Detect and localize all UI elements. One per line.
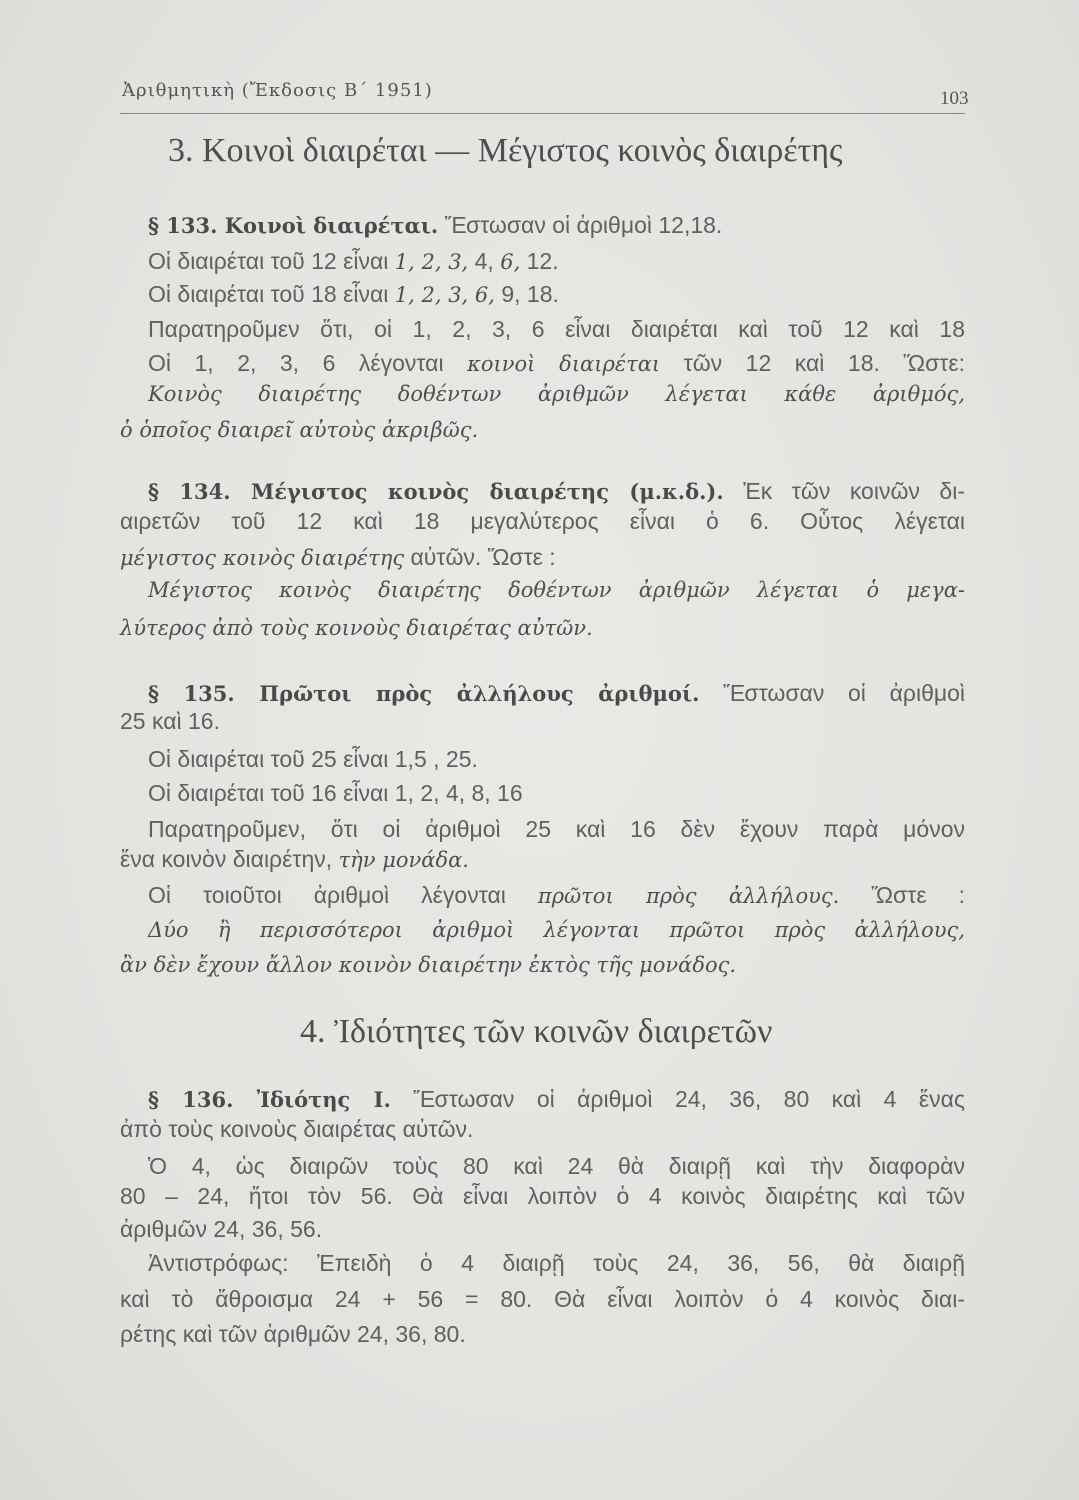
text-line [120,544,556,571]
emphasized-text: λύτερος ἀπὸ τοὺς κοινοὺς διαιρέτας αὐτῶν. [120,616,593,640]
text-run: καὶ τὸ ἄθροισμα 24 + 56 = 80. Θὰ εἶναι λοιπὸν ὁ 4 κοινὸς διαι- [120,1286,965,1312]
text-line [148,248,559,275]
text-run: αιρετῶν τοῦ 12 καὶ 18 μεγαλύτερος εἶναι ὁ 6. Οὗτος λέγεται [120,508,965,534]
text-run: Οἱ διαιρέται τοῦ 16 εἶναι 1, 2, 4, 8, 16 [148,780,523,806]
text-run: Ἔστωσαν οἱ ἀριθμοὶ 12,18. [438,212,723,238]
emphasized-text: Κοινὸς διαιρέτης δοθέντων ἀριθμῶν λέγεται κάθε ἀριθμός, [148,382,965,406]
text-line [148,780,523,807]
text-line [148,212,722,239]
section-heading-3: 3. Κοινοὶ διαιρέται — Μέγιστος κοινὸς διαιρέτης [168,132,843,169]
text-run: ἀπὸ τοὺς κοινοὺς διαιρέτας αὐτῶν. [120,1116,474,1142]
emphasized-text: ὁ ὁποῖος διαιρεῖ αὐτοὺς ἀκριβῶς. [120,418,479,442]
text-run: Οἱ 1, 2, 3, 6 λέγονται [148,350,468,376]
text-run: ρέτης καὶ τῶν ἀριθμῶν 24, 36, 80. [120,1321,466,1347]
text-run: Παρατηροῦμεν ὅτι, οἱ 1, 2, 3, 6 εἶναι διαιρέται καὶ τοῦ 12 καὶ 18 [148,316,965,342]
emphasized-text: πρῶτοι πρὸς ἀλλήλους. [537,884,840,908]
text-line [148,1086,965,1113]
emphasized-text: 6, [500,250,521,274]
text-run: τῶν 12 καὶ 18. Ὥστε: [660,350,965,376]
text-run: 12. [520,248,559,274]
text-run: Παρατηροῦμεν, ὅτι οἱ ἀριθμοὶ 25 καὶ 16 δὲν ἔχουν παρὰ μόνον [148,816,965,842]
text-line [148,680,965,707]
text-line [148,316,965,343]
text-line [148,281,559,308]
text-line [148,380,965,407]
paragraph-heading: § 133. Κοινοὶ διαιρέται. [148,213,439,238]
text-line [120,1286,965,1313]
text-run: Ἔστωσαν οἱ ἀριθμοὶ 24, 36, 80 καὶ 4 ἕνας [390,1086,965,1112]
text-run: Οἱ διαιρέται τοῦ 12 εἶναι [148,248,395,274]
running-title: Ἀριθμητικὴ (Ἔκδοσις Β΄ 1951) [122,80,433,101]
text-run: ἀριθμῶν 24, 36, 56. [120,1216,323,1242]
text-run: Ἐκ τῶν κοινῶν δι- [723,478,965,504]
text-run: Ὁ 4, ὡς διαιρῶν τοὺς 80 καὶ 24 θὰ διαιρῇ καὶ τὴν διαφορὰν [148,1153,965,1179]
emphasized-text: ἂν δὲν ἔχουν ἄλλον κοινὸν διαιρέτην ἐκτὸς τῆς μονάδος. [120,953,737,977]
emphasized-text: τὴν μονάδα. [338,848,469,872]
section-heading-4: 4. Ἰδιότητες τῶν κοινῶν διαιρετῶν [300,1013,773,1050]
text-run: 4, [468,248,501,274]
text-run: ἕνα κοινὸν διαιρέτην, [120,846,339,872]
text-line [148,916,965,943]
text-run: Ἔστωσαν οἱ ἀριθμοὶ [699,680,966,706]
text-run: Οἱ διαιρέται τοῦ 18 εἶναι [148,281,395,307]
header-rule [120,113,965,114]
text-line [120,416,478,443]
text-line [120,1216,322,1243]
text-run: 80 – 24, ἤτοι τὸν 56. Θὰ εἶναι λοιπὸν ὁ 4 κοινὸς διαιρέτης καὶ τῶν [120,1183,965,1209]
text-line [148,1250,965,1277]
text-line [148,478,965,505]
text-line [120,1116,473,1143]
text-line [120,1321,466,1348]
emphasized-text: κοινοὶ διαιρέται [467,352,661,376]
text-run: Ὥστε : [839,882,965,908]
page-number: 103 [940,88,969,109]
text-run: αὐτῶν. Ὥστε : [404,544,556,570]
text-line [148,1153,965,1180]
emphasized-text: 1, 2, 3, [394,250,469,274]
text-run: Οἱ διαιρέται τοῦ 25 εἶναι 1,5 , 25. [148,746,478,772]
text-run: 9, 18. [494,281,559,307]
text-line [120,614,593,641]
text-line [120,708,220,735]
text-line [148,816,965,843]
text-line [148,576,965,603]
text-run: Οἱ τοιοῦτοι ἀριθμοὶ λέγονται [148,882,538,908]
text-run: 25 καὶ 16. [120,708,220,734]
paragraph-heading: § 135. Πρῶτοι πρὸς ἀλλήλους ἀριθμοί. [148,681,700,706]
text-line [148,882,965,909]
emphasized-text: μέγιστος κοινὸς διαιρέτης [120,546,405,570]
text-line [120,1183,965,1210]
text-line [120,846,469,873]
text-line [148,350,965,377]
text-line [120,508,965,535]
text-line [120,951,736,978]
text-line [148,746,478,773]
emphasized-text: Δύο ἢ περισσότεροι ἀριθμοὶ λέγονται πρῶτοι πρὸς ἀλλήλους, [148,918,965,942]
paragraph-heading: § 134. Μέγιστος κοινὸς διαιρέτης (μ.κ.δ.). [148,479,724,504]
text-run: Ἀντιστρόφως: Ἐπειδὴ ὁ 4 διαιρῇ τοὺς 24, 36, 56, θὰ διαιρῇ [148,1250,965,1276]
paragraph-heading: § 136. Ἰδιότης I. [148,1087,391,1112]
emphasized-text: 1, 2, 3, 6, [394,283,495,307]
emphasized-text: Μέγιστος κοινὸς διαιρέτης δοθέντων ἀριθμῶν λέγεται ὁ μεγα- [148,578,965,602]
